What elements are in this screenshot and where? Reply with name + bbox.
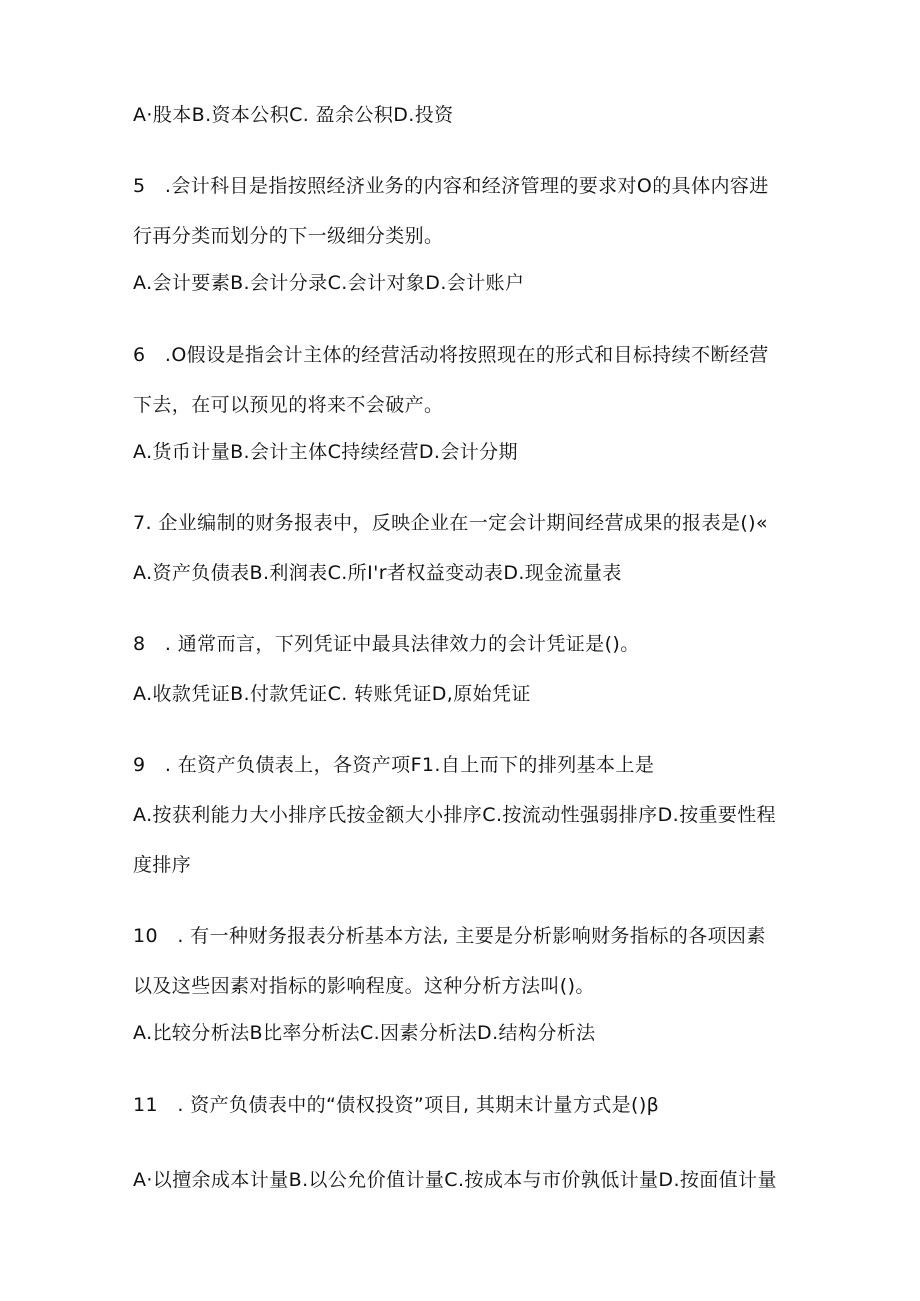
q10-options: A.比较分析法B比率分析法C.因素分析法D.结构分析法 (133, 1022, 596, 1044)
q8-stem: 8 . 通常而言，下列凭证中最具法律效力的会计凭证是()。 (133, 633, 640, 655)
q11-stem: 11 . 资产负债表中的“债权投资”项目, 其期末计量方式是()β (133, 1094, 660, 1116)
q5-stem-line-2: 行再分类而划分的下一级细分类别。 (133, 225, 444, 247)
q9-options-line-1: A.按获利能力大小排序氏按金额大小排序C.按流动性强弱排序D.按重要性程 (133, 804, 777, 826)
q4-options: A·股本B.资本公积C. 盈余公积D.投资 (133, 104, 454, 126)
q10-stem-line-1: 10 . 有一种财务报表分析基本方法, 主要是分析影响财务指标的各项因素 (133, 925, 766, 947)
q6-options: A.货币计量B.会计主体C持续经营D.会计分期 (133, 441, 518, 463)
q6-stem-line-1: 6 .O假设是指会计主体的经营活动将按照现在的形式和目标持续不断经营 (133, 344, 769, 366)
q9-stem: 9 . 在资产负债表上，各资产项F1.自上而下的排列基本上是 (133, 754, 655, 776)
q9-options-line-2: 度排序 (133, 854, 192, 876)
q5-options: A.会计要素B.会计分录C.会计对象D.会计账户 (133, 272, 525, 294)
q5-stem-line-1: 5 .会计科目是指按照经济业务的内容和经济管理的要求对O的具体内容进 (133, 175, 769, 197)
q8-options: A.收款凭证B.付款凭证C. 转账凭证D,原始凭证 (133, 683, 531, 705)
q10-stem-line-2: 以及这些因素对指标的影响程度。这种分析方法叫()。 (133, 975, 595, 997)
q11-options: A·以擅余成本计量B.以公允价值计量C.按成本与市价孰低计量D.按面值计量 (133, 1169, 777, 1191)
q7-stem: 7. 企业编制的财务报表中，反映企业在一定会计期间经营成果的报表是()« (133, 512, 769, 534)
q7-options: A.资产负债表B.利润表C.所I'r者权益变动表D.现金流量表 (133, 562, 622, 584)
q6-stem-line-2: 下去，在可以预见的将来不会破产。 (133, 394, 444, 416)
